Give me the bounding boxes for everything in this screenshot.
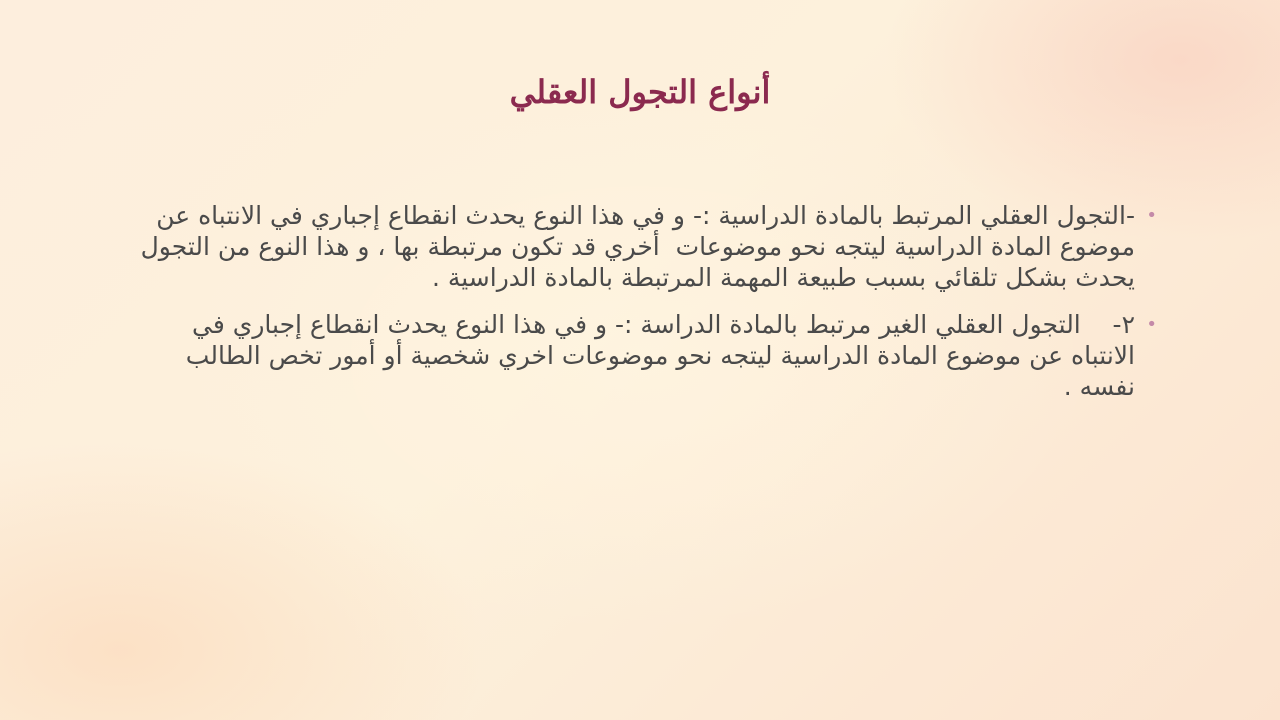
slide-title: أنواع التجول العقلي	[509, 73, 771, 111]
bullet-text-1: -التجول العقلي المرتبط بالمادة الدراسية :- و في هذا النوع يحدث انقطاع إجباري في الانتباه عن موضوع المادة الدراسية ليتجه نحو موضوعات أخري قد تكون مرتبطة بها ، و هذا النوع من التجول يحدث بشكل تلقائي بسبب طبيعة المهمة المرتبطة بالمادة الدراسية .	[132, 201, 1135, 292]
slide-body	[130, 200, 1157, 418]
bullet-item-2	[130, 309, 1157, 402]
bullet-text-2: ٢- التجول العقلي الغير مرتبط بالمادة الدراسة :- و في هذا النوع يحدث انقطاع إجباري في الانتباه عن موضوع المادة الدراسية ليتجه نحو موضوعات اخري شخصية أو أمور تخص الطالب نفسه .	[177, 310, 1135, 401]
bullet-marker-icon: •	[1146, 314, 1157, 335]
bullet-marker-icon: •	[1146, 205, 1157, 226]
bullet-item-1	[130, 200, 1157, 293]
